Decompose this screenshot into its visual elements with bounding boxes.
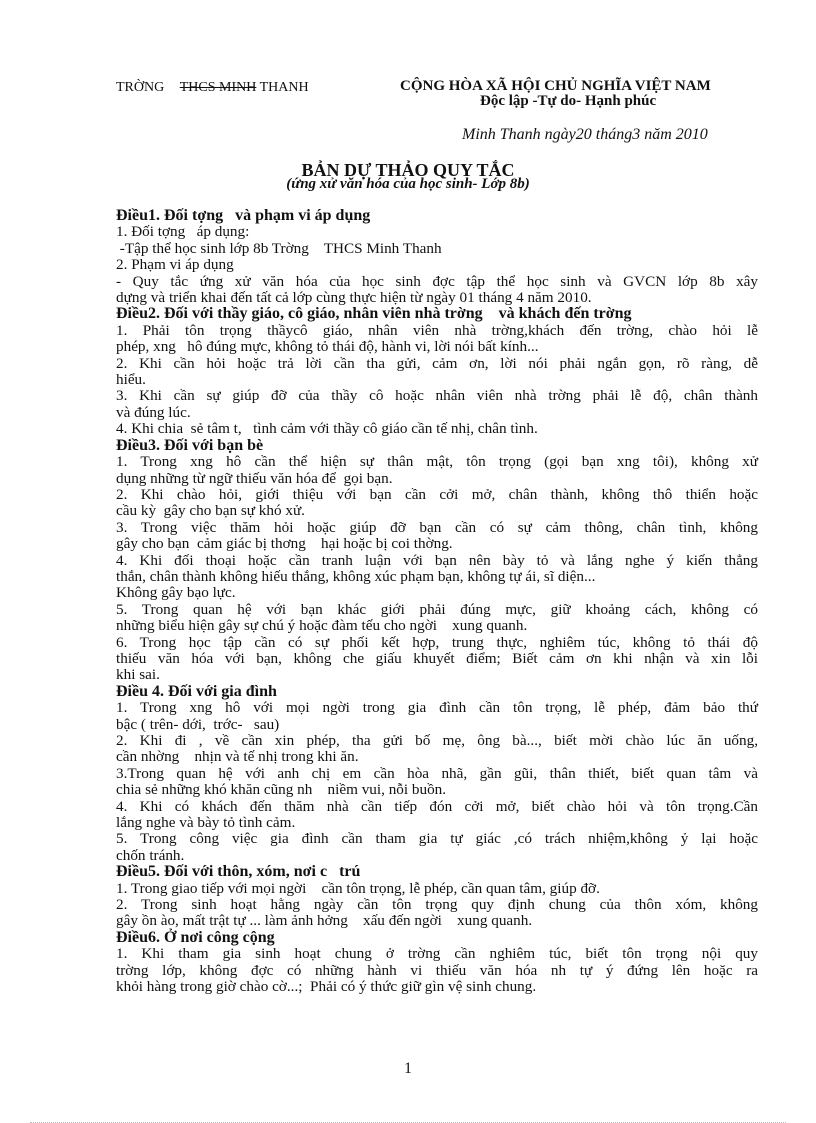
body-line: dụng những từ ngữ thiếu văn hóa để gọi bạn. (116, 469, 393, 487)
body-line: khỏi hàng trong giờ chào cờ...; Phải có ý thức giữ gìn vệ sinh chung. (116, 978, 537, 996)
body-line: bậc ( trên- dới, trớc- sau) (116, 715, 280, 733)
body-line: chốn tránh. (116, 846, 185, 864)
body-line: 1. Trong xng hô với mọi ngời trong gia đình cần tôn trọng, lễ phép, đảm bảo thứ (116, 699, 758, 717)
body-line: 4. Khi đối thoại hoặc cần tranh luận với bạn nên bày tỏ và lắng nghe ý kiến thẳng (116, 551, 758, 569)
body-line: 3. Khi cần sự giúp đỡ của thầy cô hoặc nhân viên nhà trờng phải lễ độ, chân thành (116, 387, 758, 405)
body-line: 4. Khi có khách đến thăm nhà cần tiếp đón cởi mở, biết chào hỏi và tôn trọng.Cần (116, 797, 758, 815)
body-line: - Quy tắc ứng xử văn hóa của học sinh đợc tập thể học sinh và GVCN lớp 8b xây (116, 272, 758, 290)
body-line: gây ồn ào, mất trật tự ... làm ảnh hởng xấu đến ngời xung quanh. (116, 912, 533, 930)
body-line: 2. Phạm vi áp dụng (116, 256, 234, 274)
body-line: 1. Khi tham gia sinh hoạt chung ở trờng cần nghiêm túc, biết tôn trọng nội quy (116, 945, 758, 963)
school-suffix: THANH (259, 80, 309, 95)
body-line: 1. Trong giao tiếp với mọi ngời cần tôn trọng, lễ phép, cần quan tâm, giúp đỡ. (116, 879, 600, 897)
article-heading: Điều 4. Đối với gia đình (116, 682, 277, 700)
motto-heading: Độc lập -Tự do- Hạnh phúc (480, 93, 657, 109)
body-line: 2. Khi chào hỏi, giới thiệu với bạn cần cởi mở, chân thành, không thô thiển hoặc (116, 485, 758, 503)
body-line: cầu kỳ gây cho bạn sự khó xử. (116, 502, 305, 520)
body-line: 1. Phải tôn trọng thầycô giáo, nhân viên nhà trờng,khách đến trờng, chào hỏi lễ (116, 321, 758, 339)
body-line: trờng lớp, không đợc có những hành vi thiếu văn hóa nh tự ý đứng lên hoặc ra (116, 961, 758, 979)
body-line: 1. Đối tợng áp dụng: (116, 223, 250, 241)
document-title: BẢN DỰ THẢO QUY TẮC (301, 160, 515, 180)
body-line: -Tập thể học sinh lớp 8b Trờng THCS Minh Thanh (116, 239, 442, 257)
body-line: lắng nghe và bày tỏ tình cảm. (116, 814, 296, 832)
body-line: 1. Trong xng hô cần thể hiện sự thân mật, tôn trọng (gọi bạn xng tôi), không xử (116, 453, 758, 471)
body-line: 4. Khi chia sẻ tâm t, tình cảm với thầy cô giáo cần tế nhị, chân tình. (116, 420, 538, 438)
body-line: 6. Trong học tập cần có sự phối kết hợp, trung thực, nghiêm túc, không tỏ thái độ (116, 633, 758, 651)
body-line: 2. Khi đi , về cần xin phép, tha gửi bố mẹ, ông bà..., biết mời chào lúc ăn uống, (116, 732, 758, 749)
body-line: 3.Trong quan hệ với anh chị em cần hòa nhã, gần gũi, thân thiết, biết quan tâm và (116, 764, 758, 782)
document-body (116, 208, 758, 996)
school-prefix: TRỜNG (116, 80, 165, 95)
body-line: hiểu. (116, 371, 146, 389)
document-subtitle: (ứng xử văn hóa của học sinh- Lớp 8b) (286, 176, 530, 192)
article-heading: Điều5. Đối với thôn, xóm, nơi c trú (116, 863, 361, 881)
body-line: chia sẻ những khó khăn cũng nh niềm vui, nỗi buồn. (116, 781, 447, 799)
body-line: 3. Trong việc thăm hỏi hoặc giúp đỡ bạn cần có sự cảm thông, chân tình, không (116, 518, 758, 536)
body-line: 5. Trong quan hệ với bạn khác giới phải đúng mực, giữ khoảng cách, không có (116, 600, 758, 618)
nation-heading: CỘNG HÒA XÃ HỘI CHỦ NGHĨA VIỆT NAM (400, 78, 711, 94)
body-line: Không gây bạo lực. (116, 584, 236, 602)
article-heading: Điều3. Đối với bạn bè (116, 436, 264, 454)
body-line: gây cho bạn cảm giác bị thơng hại hoặc bị coi thờng. (116, 535, 453, 553)
body-line: 2. Khi cần hỏi hoặc trả lời cần tha gửi, cảm ơn, lời nói phải ngắn gọn, rõ ràng, dễ (116, 354, 758, 372)
page-number: 1 (404, 1060, 412, 1077)
body-line: thiếu văn hóa với bạn, không che giấu khuyết điểm; Biết cảm ơn khi nhận và xin lỗi (116, 649, 758, 667)
body-line: khi sai. (116, 666, 160, 684)
document-date: Minh Thanh ngày20 tháng3 năm 2010 (462, 126, 708, 143)
article-heading: Điều6. Ở nơi công cộng (116, 928, 275, 946)
body-line: 2. Trong sinh hoạt hằng ngày cần tôn trọng quy định chung của thôn xóm, không (116, 896, 758, 914)
article-heading: Điều1. Đối tợng và phạm vi áp dụng (116, 207, 371, 224)
body-line: dựng và triển khai đến tất cả lớp cùng thực hiện từ ngày 01 tháng 4 năm 2010. (116, 289, 592, 307)
body-line: và đúng lúc. (116, 403, 191, 421)
body-line: 5. Trong công việc gia đình cần tham gia tự giác ,có trách nhiệm,không ỷ lại hoặc (116, 830, 758, 848)
school-struck-text: THCS MINH (179, 80, 257, 95)
body-line: thắn, chân thành không hiếu thắng, không xúc phạm bạn, không tự ái, sĩ diện... (116, 567, 596, 585)
body-line: cần nhờng nhịn và tế nhị trong khi ăn. (116, 748, 359, 766)
article-heading: Điều2. Đối với thầy giáo, cô giáo, nhân viên nhà trờng và khách đến trờng (116, 305, 632, 323)
body-line: những biểu hiện gây sự chú ý hoặc đàm tếu cho ngời xung quanh. (116, 617, 528, 635)
school-name (116, 80, 309, 96)
body-line: phép, xng hô đúng mực, không tỏ thái độ, hành vi, lời nói bất kính... (116, 338, 539, 356)
